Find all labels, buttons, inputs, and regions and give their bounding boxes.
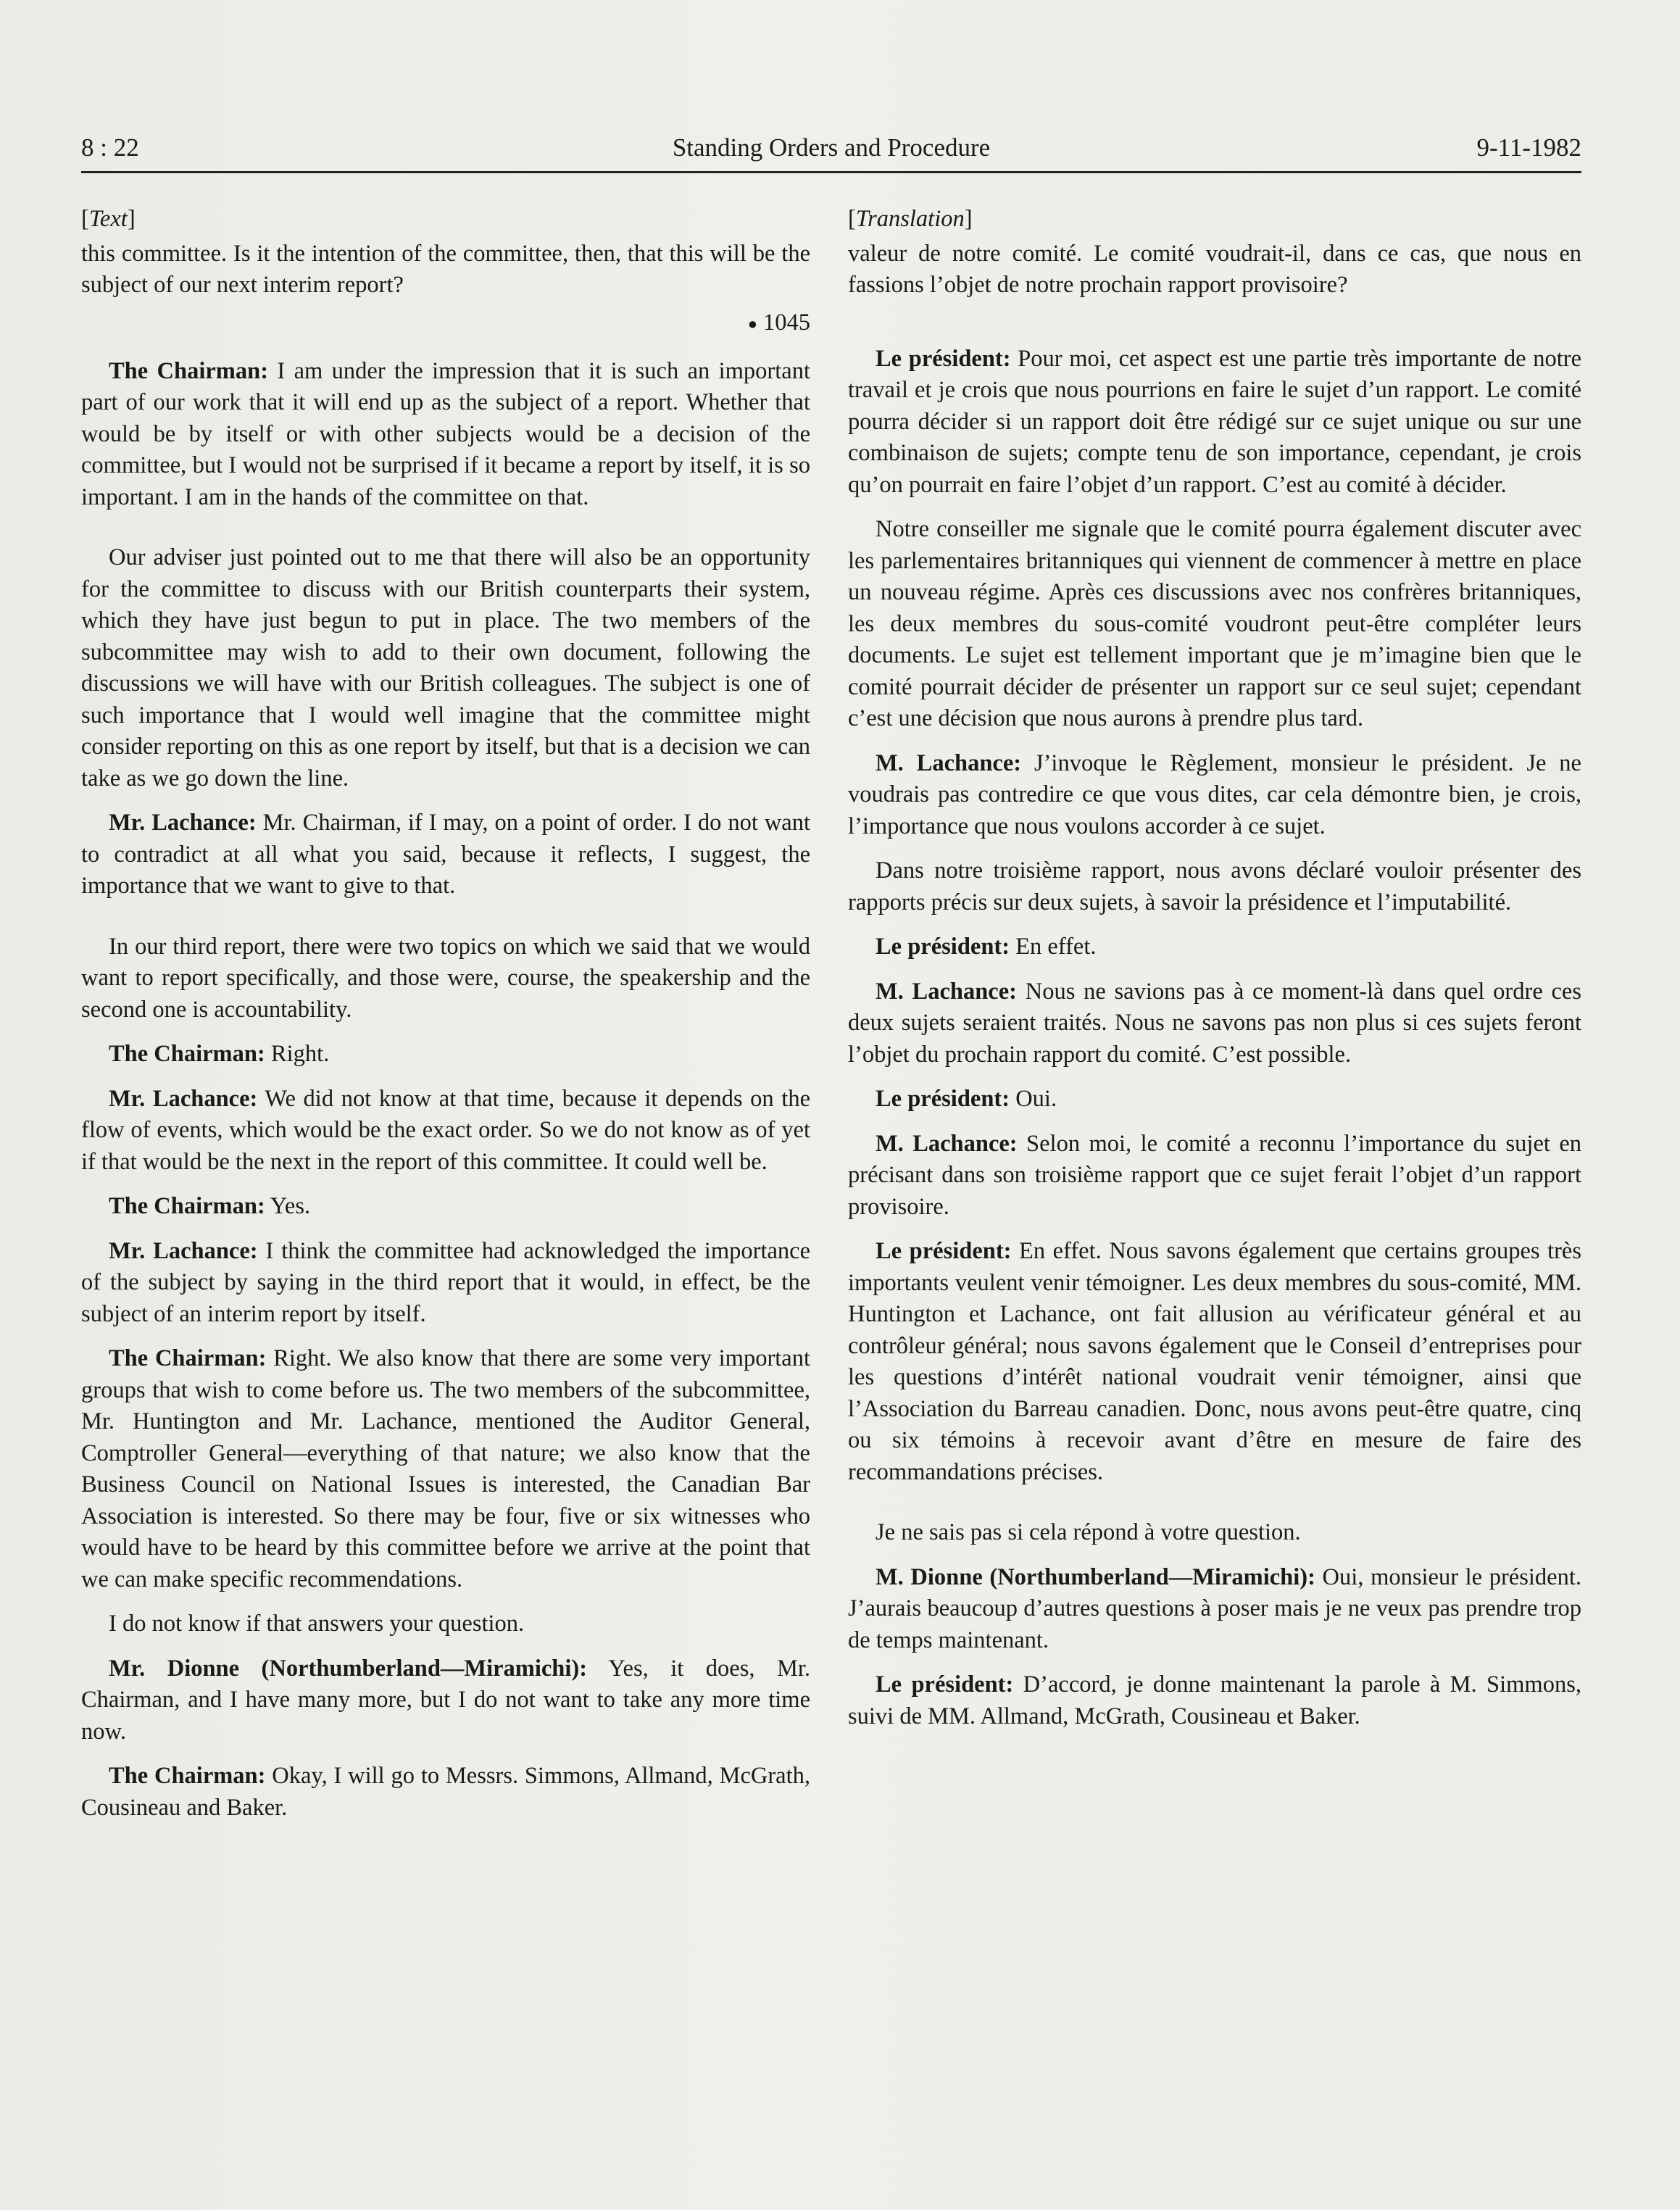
paragraph: M. Lachance: Nous ne savions pas à ce moment-là dans quel ordre ces deux sujets seraient traités. Nous ne savons pas non plus si ces sujets feront l’objet du prochain rapport du comité. C’est possible. [848,978,1581,1068]
paragraph: Our adviser just pointed out to me that there will also be an opportunity for the committee to discuss with our British counterparts their system, which they have just begun to put in place. The two members of the subcommittee may wish to add to their own document, following the discussions we will have with our British colleagues. The subject is one of such importance that I would well imagine that the committee might consider reporting on this as one report by itself, but that is a decision we can take as we go down the line. [81,544,810,792]
continued-paragraph: this committee. Is it the intention of the committee, then, that this will be the subject of our next interim report? [81,240,810,298]
paragraph: The Chairman: Right. [109,1041,330,1068]
paragraph: M. Lachance: J’invoque le Règlement, monsieur le président. Je ne voudrais pas contredire ce que vous dites, car cela démontre bien, je crois, l’importance que nous voulons accorder à ce sujet. [848,749,1581,839]
paragraph: Mr. Dionne (Northumberland—Miramichi): Yes, it does, Mr. Chairman, and I have many more, but I do not want to take any more time now. [81,1655,810,1745]
english-column [81,199,810,1837]
paragraph: The Chairman: Right. We also know that there are some very important groups that wish to come before us. The two members of the subcommittee, Mr. Huntington and Mr. Lachance, mentioned the Auditor General, Comptroller General—everything of that nature; we also know that the Business Council on National Issues is interested, the Canadian Bar Association is interested. So there may be four, five or six witnesses who would have to be heard by this committee before we arrive at the point that we can make specific recommendations. [81,1345,810,1592]
paragraph: Le président: D’accord, je donne maintenant la parole à M. Simmons, suivi de MM. Allmand, McGrath, Cousineau et Baker. [848,1671,1581,1729]
french-column [848,199,1581,1745]
paragraph: M. Dionne (Northumberland—Miramichi): Oui, monsieur le président. J’aurais beaucoup d’autres questions à poser mais je ne veux pas prendre trop de temps maintenant. [848,1563,1581,1653]
header-rule [81,171,1581,173]
paragraph: The Chairman: Okay, I will go to Messrs. Simmons, Allmand, McGrath, Cousineau and Baker. [81,1763,810,1821]
paragraph: Le président: En effet. [876,934,1097,960]
paragraph: Dans notre troisième rapport, nous avons déclaré vouloir présenter des rapports précis sur deux sujets, à savoir la présidence et l’imputabilité. [848,857,1581,915]
paragraph: Je ne sais pas si cela répond à votre question. [876,1519,1301,1545]
time-stamp: ● 1045 [747,309,810,336]
paragraph: Mr. Lachance: We did not know at that time, because it depends on the flow of events, which would be the exact order. So we do not know as of yet if that would be the next in the report of this committee. It could well be. [81,1085,810,1175]
page-folio: 8 : 22 [81,133,139,162]
page-title: Standing Orders and Procedure [672,133,991,162]
paragraph: Notre conseiller me signale que le comité pourra également discuter avec les parlementaires britanniques qui viennent de commencer à mettre en place un nouveau régime. Après ces discussions avec nos confrères britanniques, les deux membres du sous-comité voudront peut-être compléter leurs documents. Le sujet est tellement important que je m’imagine bien que le comité pourrait décider de présenter un rapport sur ce seul sujet; cependant c’est une décision que nous aurons à prendre plus tard. [848,516,1581,731]
paragraph: The Chairman: Yes. [109,1193,311,1220]
running-header [81,125,1581,171]
bullet-icon: ● [747,315,757,333]
meeting-date: 9-11-1982 [1476,133,1581,162]
paragraph: Mr. Lachance: Mr. Chairman, if I may, on a point of order. I do not want to contradict at all what you said, because it reflects, I suggest, the importance that we want to give to that. [81,810,811,900]
paragraph: Le président: Oui. [876,1086,1057,1112]
paragraph: In our third report, there were two topics on which we said that we would want to report specifically, and those were, course, the speakership and the second one is accountability. [81,933,810,1023]
paragraph: The Chairman: I am under the impression that it is such an important part of our work that it will end up as the subject of a report. Whether that would be by itself or with other subjects would be a decision of the committee, but I would not be surprised if it became a report by itself, it is so important. I am in the hands of the committee on that. [81,357,810,510]
continued-paragraph: valeur de notre comité. Le comité voudrait-il, dans ce cas, que nous en fassions l’objet de notre prochain rapport provisoire? [848,240,1581,298]
text-marker: [Text] [81,206,136,232]
translation-marker: [Translation] [848,206,973,232]
paragraph: Mr. Lachance: I think the committee had acknowledged the importance of the subject by saying in the third report that it would, in effect, be the subject of an interim report by itself. [81,1237,810,1327]
paragraph: Le président: En effet. Nous savons également que certains groupes très importants veulent venir témoigner. Les deux membres du sous-comité, MM. Huntington et Lachance, ont fait allusion au vérificateur général et au contrôleur général; nous savons également que le Conseil d’entreprises pour les questions d’intérêt national voudrait venir témoigner, ainsi que l’Association du Barreau canadien. Donc, nous avons peut-être quatre, cinq ou six témoins à recevoir avant d’être en mesure de faire des recommandations précises. [848,1238,1581,1485]
paragraph: M. Lachance: Selon moi, le comité a reconnu l’importance du sujet en précisant dans son troisième rapport que ce sujet ferait l’objet d’un rapport provisoire. [848,1130,1581,1220]
paragraph: Le président: Pour moi, cet aspect est une partie très importante de notre travail et je crois que nous pourrions en faire le sujet d’un rapport. Le comité pourra décider si un rapport doit être rédigé sur ce sujet unique ou sur une combinaison de sujets; compte tenu de son importance, cependant, je crois qu’on pourrait en faire l’objet d’un rapport. C’est au comité à décider. [848,345,1581,498]
paragraph: I do not know if that answers your question. [109,1611,525,1637]
